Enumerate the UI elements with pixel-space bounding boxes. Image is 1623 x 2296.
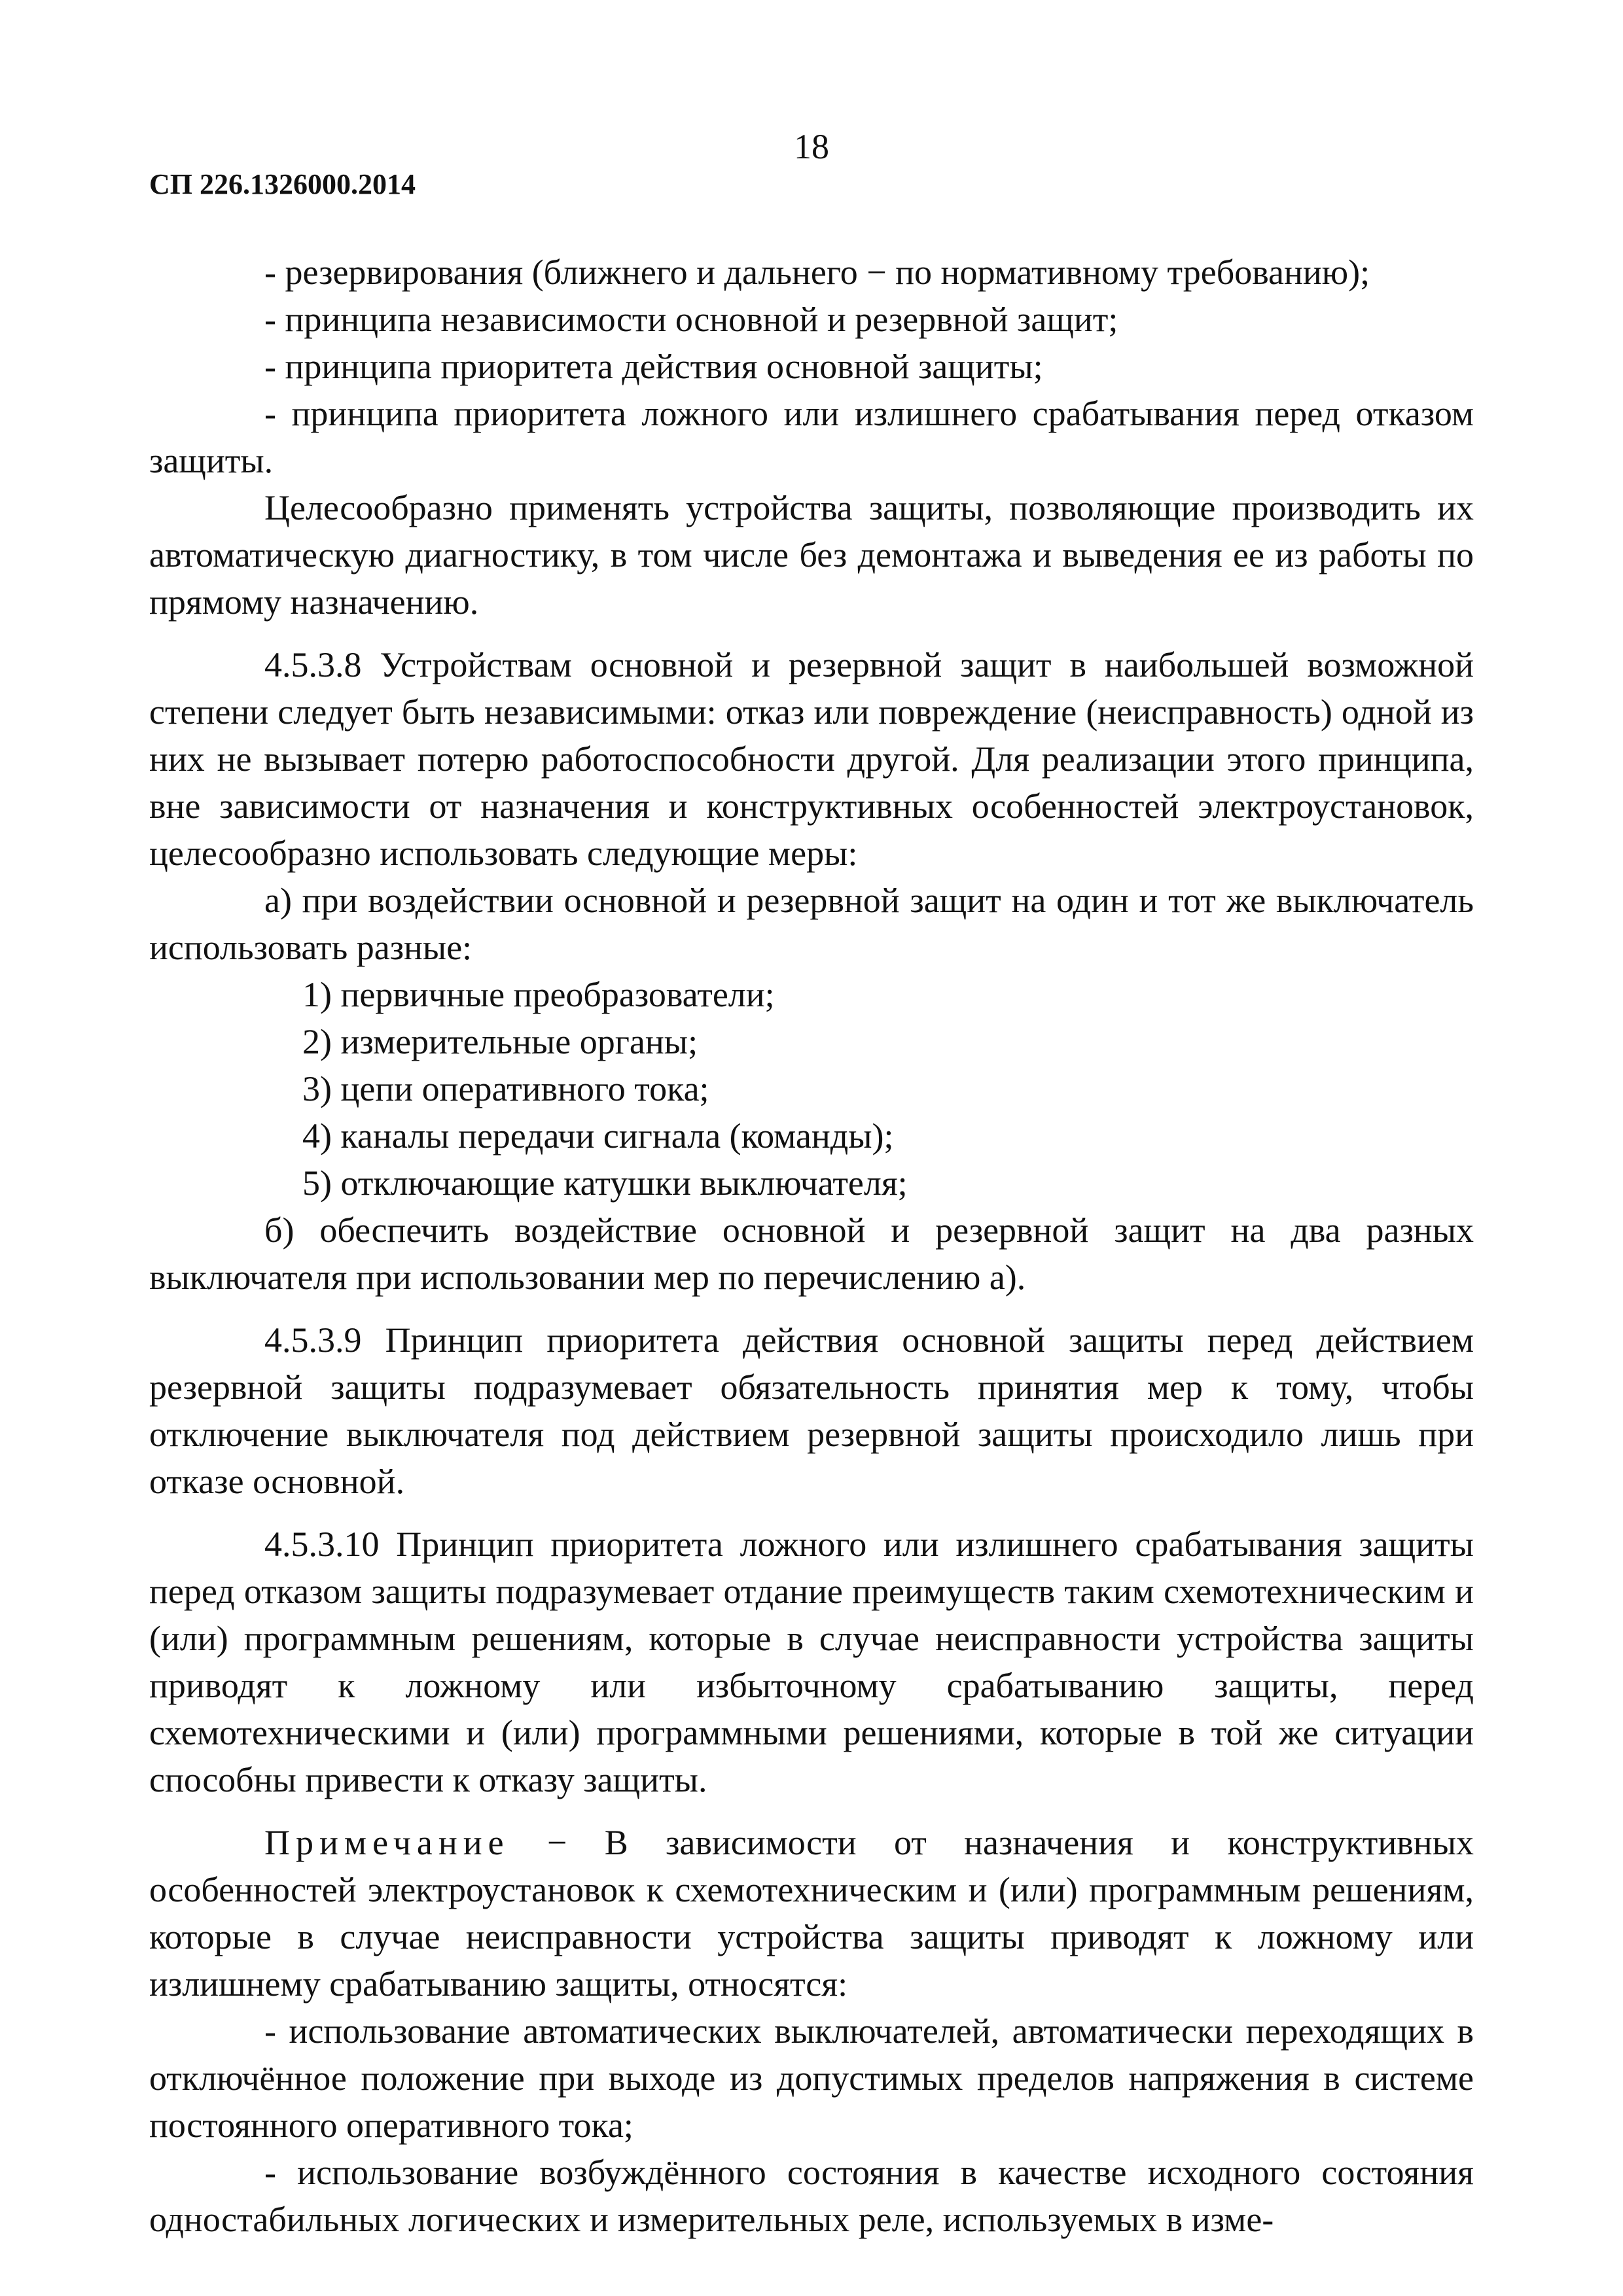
sub-list-item: 2) измерительные органы; [302,1022,698,1061]
list-item: - принципа приоритета ложного или излишнего срабатывания перед отказом защиты. [149,394,1474,480]
sub-list-item: 5) отключающие катушки выключателя; [302,1163,908,1203]
list-item: - использование автоматических выключателей, автоматически переходящих в отключённое положение при выходе из допустимых пределов напряжения в системе постоянного оперативного тока; [149,2011,1474,2145]
list-item: - использование возбуждённого состояния в качестве исходного состояния одностабильных логических и измерительных реле, используемых в изме- [149,2153,1474,2239]
sub-list-item: 3) цепи оперативного тока; [302,1069,709,1108]
document-body [149,249,1474,2243]
document-code: СП 226.1326000.2014 [149,168,416,200]
note-label: Примечание [264,1823,510,1862]
clause-4-5-3-10: 4.5.3.10 Принцип приоритета ложного или излишнего срабатывания защиты перед отказом защиты подразумевает отдание преимуществ таким схемотехническим и (или) программным решениям, которые в случае неисправности устройства защиты приводят к ложному или избыточному срабатыванию защиты, перед схемотехническими и (или) программными решениями, которые в той же ситуации способны привести к отказу защиты. [149,1525,1474,1799]
sub-list-item: 1) первичные преобразователи; [302,975,775,1014]
clause-4-5-3-8: 4.5.3.8 Устройствам основной и резервной защит в наибольшей возможной степени следует быть независимыми: отказ или повреждение (неисправность) одной из них не вызывает потерю работоспособности другой. Для реализации этого принципа, вне зависимости от назначения и конструктивных особенностей электроустановок, целесообразно использовать следующие меры: [149,645,1474,873]
list-item: а) при воздействии основной и резервной защит на один и тот же выключатель использовать разные: [149,881,1474,967]
list-item: б) обеспечить воздействие основной и резервной защит на два разных выключателя при использовании мер по перечислению а). [149,1210,1474,1297]
sub-list-item: 4) каналы передачи сигнала (команды); [302,1116,894,1156]
list-item: - принципа независимости основной и резервной защит; [264,300,1118,339]
paragraph: Целесообразно применять устройства защиты, позволяющие производить их автоматическую диагностику, в том числе без демонтажа и выведения ее из работы по прямому назначению. [149,488,1474,622]
clause-4-5-3-9: 4.5.3.9 Принцип приоритета действия основной защиты перед действием резервной защиты подразумевает обязательность принятия мер к тому, чтобы отключение выключателя под действием резервной защиты происходило лишь при отказе основной. [149,1320,1474,1501]
list-item: - принципа приоритета действия основной защиты; [264,347,1043,386]
list-item: - резервирования (ближнего и дальнего − по нормативному требованию); [264,253,1370,292]
note-paragraph [149,1819,1474,2007]
note-text: − В зависимости от назначения и конструктивных особенностей электроустановок к схемотехническим и (или) программным решениям, которые в случае неисправности устройства защиты приводят к ложному или излишнему срабатыванию защиты, относятся: [149,1823,1474,2004]
page-number: 18 [794,127,829,166]
